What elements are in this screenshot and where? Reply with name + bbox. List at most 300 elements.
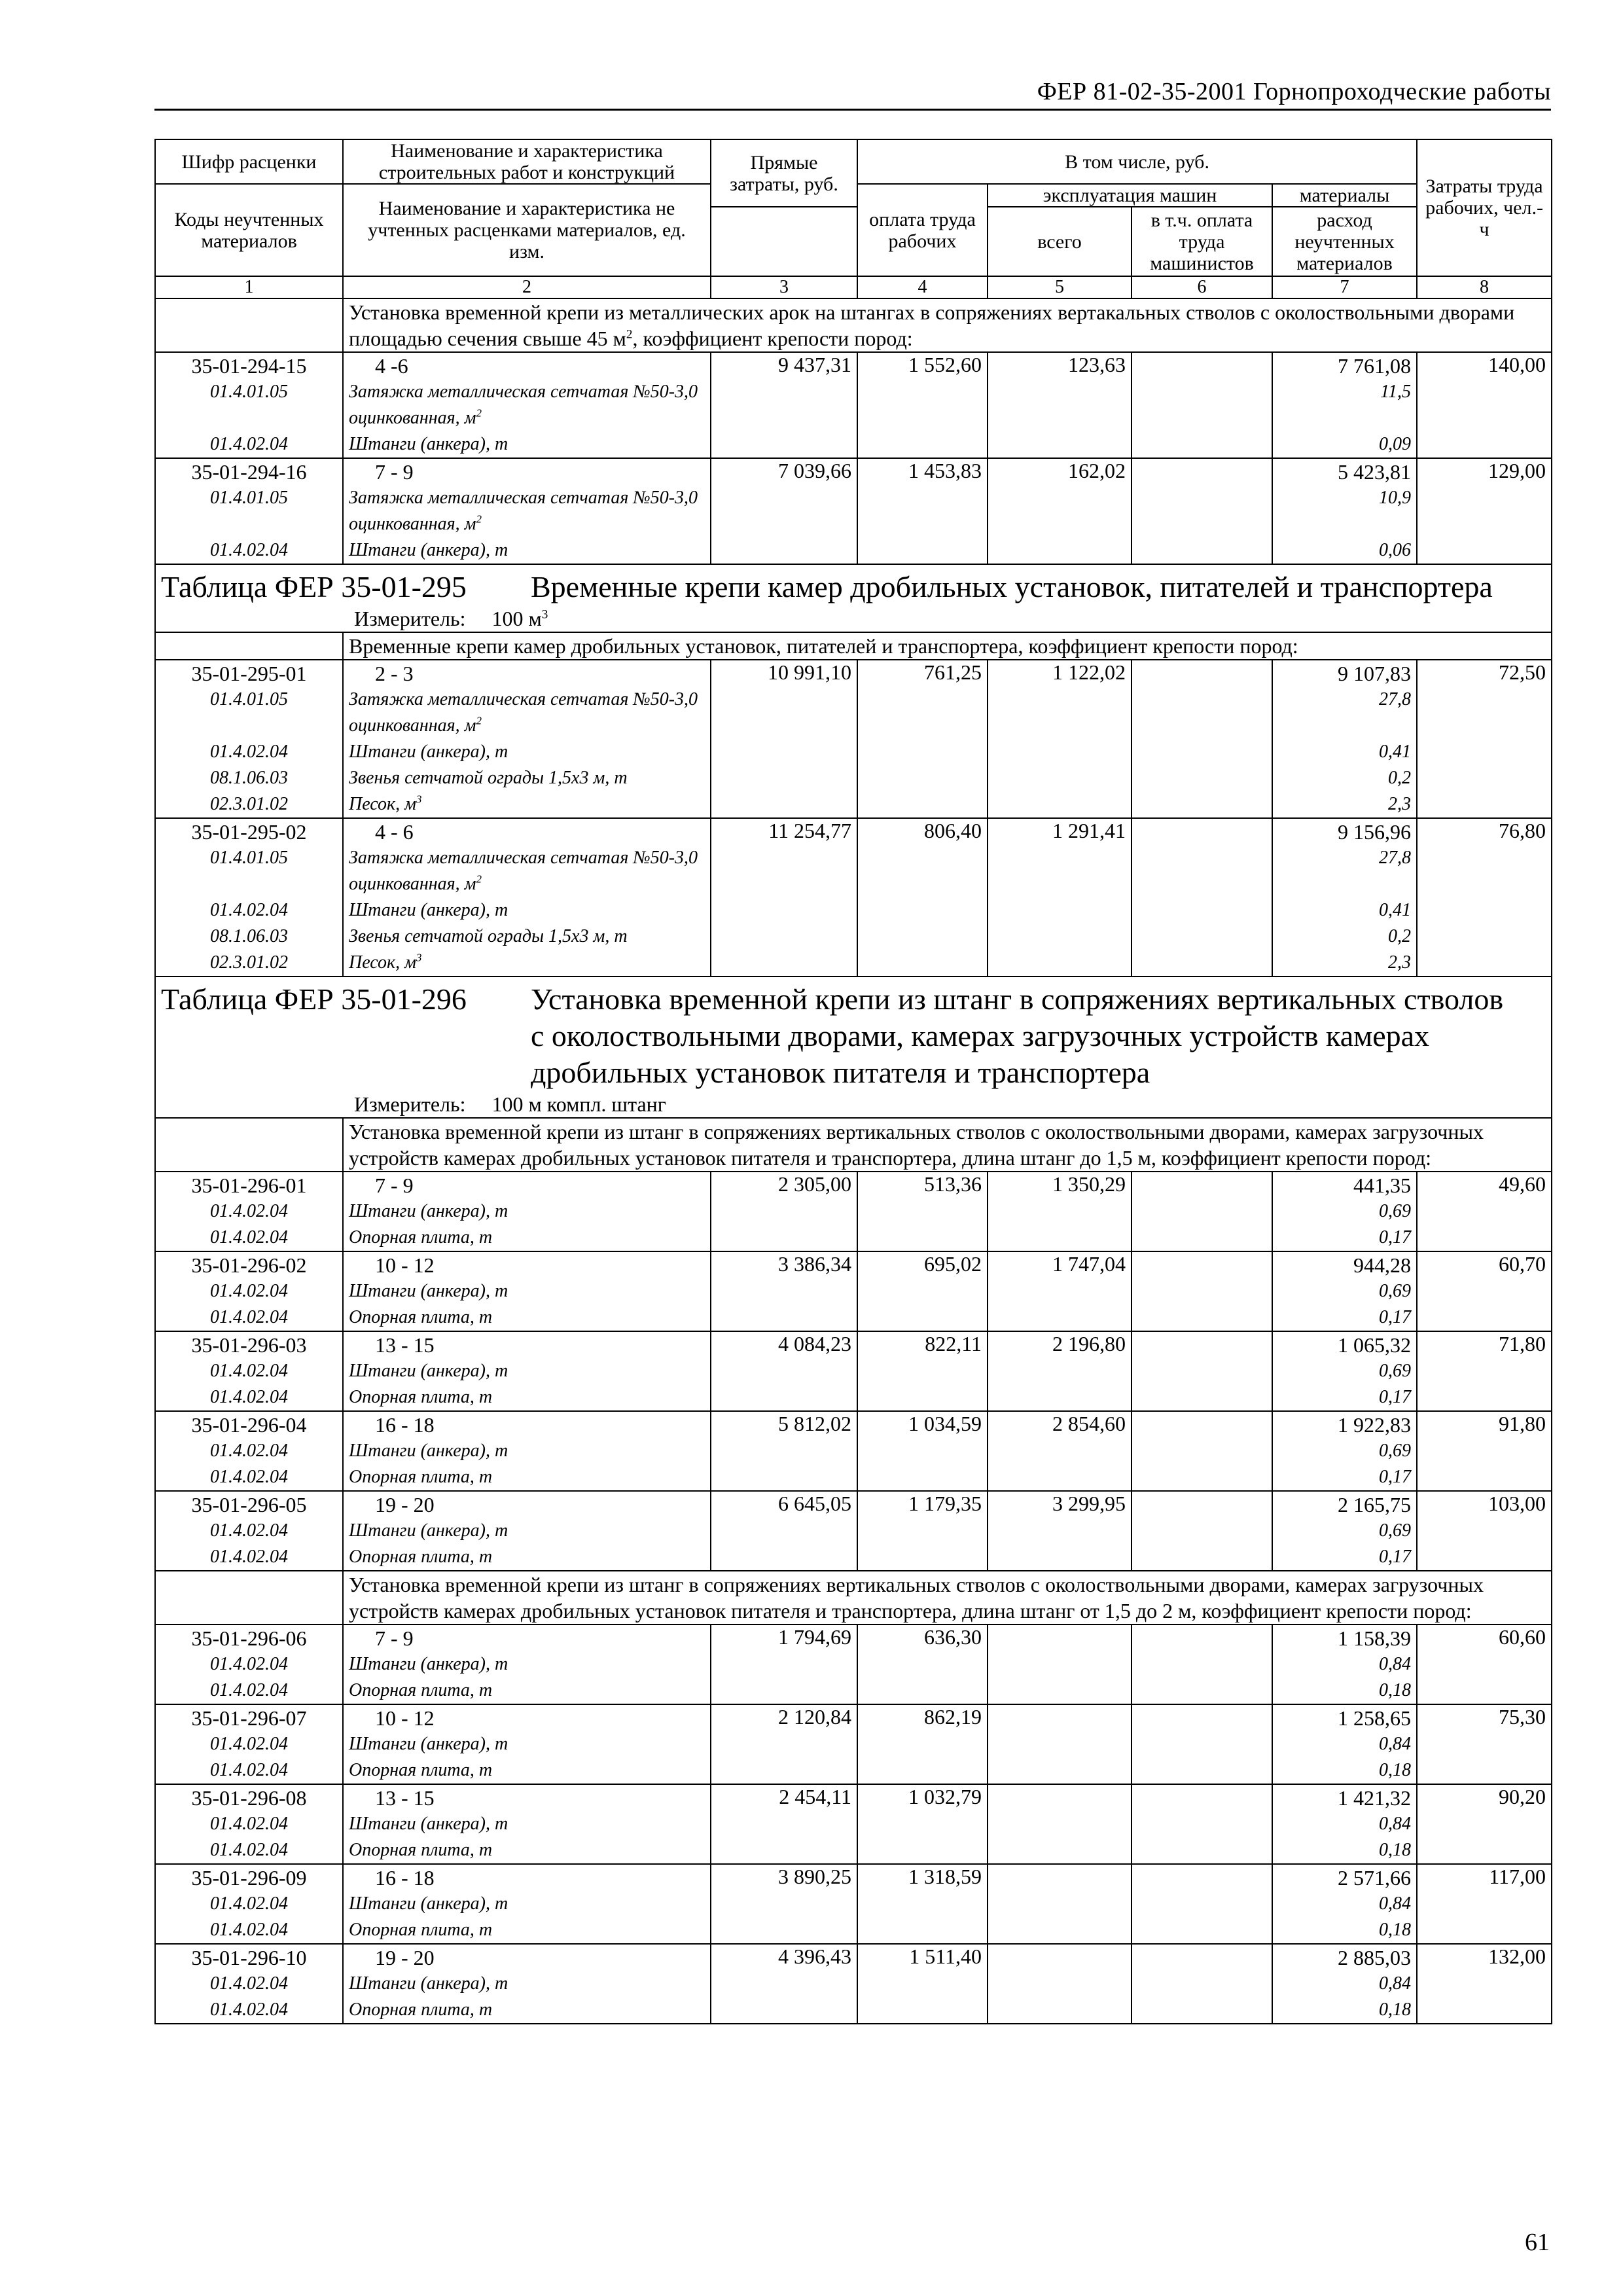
table-row [155, 1944, 1552, 2024]
material-name: Штанги (анкера), т [349, 434, 508, 454]
machines-total: 123,63 [988, 352, 1132, 458]
col-machines-labor-header: в т.ч. оплата труда машинистов [1132, 207, 1272, 276]
rate-code: 35-01-296-03 [191, 1333, 307, 1357]
materials-cell [1272, 1944, 1417, 2024]
rate-materials: 1 065,32 [1338, 1333, 1412, 1357]
table-row [155, 458, 1552, 564]
machines-total: 1 122,02 [988, 660, 1132, 818]
table-296-title: Установка временной крепи из штанг в сопряжениях вертикальных стволов с околоствольными дворами, камерах загрузочных устройств камерах дробильных установок питателя и транспортера [531, 982, 1504, 1089]
materials-cell [1272, 1411, 1417, 1491]
material-qty: 0,41 [1379, 900, 1412, 920]
labor-pay: 1 453,83 [857, 458, 988, 564]
material-code: 01.4.02.04 [210, 1281, 288, 1301]
rate-materials: 2 885,03 [1338, 1946, 1412, 1969]
material-qty: 0,18 [1379, 1920, 1412, 1940]
rate-materials: 9 156,96 [1338, 820, 1412, 844]
labor-hours: 60,60 [1417, 1624, 1552, 1704]
machines-labor [1132, 1944, 1272, 2024]
material-code: 01.4.01.05 [210, 848, 288, 868]
material-qty: 0,41 [1379, 742, 1412, 762]
code-cell [155, 458, 343, 564]
machines-labor [1132, 1172, 1272, 1251]
machines-labor [1132, 1491, 1272, 1571]
direct-cost: 2 454,11 [711, 1784, 857, 1864]
rate-code: 35-01-296-10 [191, 1946, 307, 1969]
material-qty: 0,69 [1379, 1441, 1412, 1461]
machines-total [988, 1864, 1132, 1944]
name-cell [343, 1784, 711, 1864]
material-code: 01.4.02.04 [210, 1520, 288, 1541]
material-qty: 11,5 [1380, 382, 1412, 402]
name-cell [343, 1624, 711, 1704]
col-machines-header: эксплуатация машин [988, 184, 1272, 207]
material-code: 01.4.02.04 [210, 1227, 288, 1247]
rate-name: 19 - 20 [375, 1493, 435, 1516]
labor-pay: 862,19 [857, 1704, 988, 1784]
material-qty: 2,3 [1388, 794, 1412, 814]
labor-pay: 761,25 [857, 660, 988, 818]
labor-pay: 1 318,59 [857, 1864, 988, 1944]
machines-total: 1 291,41 [988, 818, 1132, 977]
material-qty: 10,9 [1379, 488, 1412, 508]
material-name: Опорная плита, т [349, 1840, 493, 1860]
rate-code: 35-01-296-02 [191, 1253, 307, 1277]
material-code: 01.4.02.04 [210, 540, 288, 560]
machines-labor [1132, 1704, 1272, 1784]
material-code: 01.4.01.05 [210, 488, 288, 508]
table-295-title: Временные крепи камер дробильных установок, питателей и транспортера [531, 570, 1493, 603]
machines-total [988, 1784, 1132, 1864]
material-name: Опорная плита, т [349, 1760, 493, 1780]
material-name: Опорная плита, т [349, 1227, 493, 1247]
labor-pay: 1 034,59 [857, 1411, 988, 1491]
material-qty: 0,69 [1379, 1361, 1412, 1381]
code-cell [155, 1704, 343, 1784]
material-qty: 0,18 [1379, 1680, 1412, 1700]
group-empty [155, 298, 343, 352]
material-qty: 2,3 [1388, 952, 1412, 973]
code-cell [155, 1251, 343, 1331]
rate-name: 7 - 9 [375, 1626, 414, 1650]
rate-name: 16 - 18 [375, 1866, 435, 1890]
column-number-2: 2 [343, 276, 711, 298]
direct-cost: 7 039,66 [711, 458, 857, 564]
material-code: 01.4.02.04 [210, 434, 288, 454]
labor-hours: 72,50 [1417, 660, 1552, 818]
material-name: Звенья сетчатой ограды 1,5х3 м, т [349, 768, 628, 788]
material-code: 01.4.02.04 [210, 2000, 288, 2020]
labor-hours: 76,80 [1417, 818, 1552, 977]
material-code: 01.4.02.04 [210, 1840, 288, 1860]
direct-cost: 9 437,31 [711, 352, 857, 458]
rate-code: 35-01-296-09 [191, 1866, 307, 1890]
table-row [155, 1784, 1552, 1864]
table-row [155, 1624, 1552, 1704]
material-code: 01.4.02.04 [210, 1201, 288, 1221]
code-cell [155, 1864, 343, 1944]
machines-total [988, 1704, 1132, 1784]
table-296-label: Таблица ФЕР 35-01-296 [161, 982, 467, 1016]
direct-cost: 2 305,00 [711, 1172, 857, 1251]
column-number-5: 5 [988, 276, 1132, 298]
name-cell [343, 1704, 711, 1784]
material-code: 01.4.02.04 [210, 1441, 288, 1461]
rate-materials: 1 158,39 [1338, 1626, 1412, 1650]
column-number-7: 7 [1272, 276, 1417, 298]
material-name: Штанги (анкера), т [349, 1893, 508, 1914]
materials-cell [1272, 1491, 1417, 1571]
material-qty: 27,8 [1379, 848, 1412, 868]
rate-name: 10 - 12 [375, 1706, 435, 1730]
material-code: 01.4.02.04 [210, 1307, 288, 1327]
table-row [155, 352, 1552, 458]
rate-name: 10 - 12 [375, 1253, 435, 1277]
machines-total: 1 747,04 [988, 1251, 1132, 1331]
material-name: Штанги (анкера), т [349, 742, 508, 762]
material-name: Опорная плита, т [349, 1680, 493, 1700]
material-name: Затяжка металлическая сетчатая №50-3,0 оцинкованная, $м^2$ [349, 848, 698, 894]
rate-code: 35-01-294-16 [191, 460, 307, 484]
material-code: 08.1.06.03 [210, 768, 288, 788]
rate-materials: 2 165,75 [1338, 1493, 1412, 1516]
labor-pay: 513,36 [857, 1172, 988, 1251]
name-cell [343, 458, 711, 564]
column-numbers-row [155, 276, 1552, 298]
name-cell [343, 1491, 711, 1571]
labor-hours: 71,80 [1417, 1331, 1552, 1411]
material-name: Штанги (анкера), т [349, 900, 508, 920]
material-code: 01.4.02.04 [210, 1654, 288, 1674]
machines-total: 162,02 [988, 458, 1132, 564]
col-direct-header: Прямые затраты, руб. [711, 139, 857, 207]
material-qty: 0,17 [1379, 1467, 1412, 1487]
direct-cost: 11 254,77 [711, 818, 857, 977]
rate-code: 35-01-295-01 [191, 662, 307, 685]
material-code: 01.4.02.04 [210, 742, 288, 762]
material-name: Опорная плита, т [349, 1307, 493, 1327]
material-qty: 0,17 [1379, 1547, 1412, 1567]
table-296-measure-value: 100 м компл. штанг [491, 1092, 666, 1116]
machines-labor [1132, 1331, 1272, 1411]
labor-hours: 129,00 [1417, 458, 1552, 564]
materials-cell [1272, 818, 1417, 977]
material-qty: 0,84 [1379, 1973, 1412, 1994]
name-cell [343, 1944, 711, 2024]
rate-materials: 7 761,08 [1338, 354, 1412, 378]
machines-labor [1132, 1411, 1272, 1491]
labor-hours: 75,30 [1417, 1704, 1552, 1784]
rate-code: 35-01-296-07 [191, 1706, 307, 1730]
material-name: Затяжка металлическая сетчатая №50-3,0 оцинкованная, $м^2$ [349, 689, 698, 736]
machines-labor [1132, 458, 1272, 564]
table-296-group-1: Установка временной крепи из штанг в сопряжениях вертикальных стволов с околоствольными дворами, камерах загрузочных устройств камерах дробильных установок питателя и транспортера, длина штанг до 1,5 м, коэффициент крепости пород: [343, 1118, 1552, 1172]
machines-total: 1 350,29 [988, 1172, 1132, 1251]
rate-code: 35-01-296-06 [191, 1626, 307, 1650]
table-row [155, 1331, 1552, 1411]
rate-name: 13 - 15 [375, 1333, 435, 1357]
direct-cost: 3 386,34 [711, 1251, 857, 1331]
table-295-measure [161, 605, 1546, 632]
code-cell [155, 1784, 343, 1864]
material-qty: 0,09 [1379, 434, 1412, 454]
col-hours-header: Затраты труда рабочих, чел.-ч [1417, 139, 1552, 276]
name-cell [343, 818, 711, 977]
machines-labor [1132, 818, 1272, 977]
material-name: Затяжка металлическая сетчатая №50-3,0 оцинкованная, $м^2$ [349, 488, 698, 534]
name-cell [343, 1172, 711, 1251]
rate-name: 19 - 20 [375, 1946, 435, 1969]
name-cell [343, 1411, 711, 1491]
labor-pay: 636,30 [857, 1624, 988, 1704]
material-name: Штанги (анкера), т [349, 540, 508, 560]
material-qty: 0,69 [1379, 1201, 1412, 1221]
col-incl-header: В том числе, руб. [857, 139, 1417, 184]
material-name: Штанги (анкера), т [349, 1734, 508, 1754]
material-code: 01.4.02.04 [210, 1680, 288, 1700]
column-number-3: 3 [711, 276, 857, 298]
material-qty: 0,17 [1379, 1387, 1412, 1407]
code-cell [155, 1331, 343, 1411]
materials-cell [1272, 458, 1417, 564]
labor-hours: 103,00 [1417, 1491, 1552, 1571]
name-cell [343, 1864, 711, 1944]
rate-code: 35-01-296-05 [191, 1493, 307, 1516]
material-code: 01.4.02.04 [210, 1760, 288, 1780]
material-code: 01.4.02.04 [210, 1734, 288, 1754]
labor-hours: 132,00 [1417, 1944, 1552, 2024]
material-qty: 0,17 [1379, 1307, 1412, 1327]
direct-cost: 5 812,02 [711, 1411, 857, 1491]
machines-total [988, 1624, 1132, 1704]
material-code: 02.3.01.02 [210, 794, 288, 814]
labor-hours: 91,80 [1417, 1411, 1552, 1491]
material-qty: 0,84 [1379, 1814, 1412, 1834]
rate-materials: 1 421,32 [1338, 1786, 1412, 1810]
table-row [155, 660, 1552, 818]
col-materials-unacc-header: расход неучтенных материалов [1272, 207, 1417, 276]
table-295-title-cell [155, 564, 1552, 632]
material-code: 01.4.02.04 [210, 1814, 288, 1834]
code-cell [155, 1411, 343, 1491]
page-header-title: ФЕР 81-02-35-2001 Горнопроходческие работы [1037, 78, 1551, 105]
labor-hours: 90,20 [1417, 1784, 1552, 1864]
material-qty: 0,06 [1379, 540, 1412, 560]
table-row [155, 1864, 1552, 1944]
material-qty: 0,18 [1379, 1760, 1412, 1780]
material-code: 02.3.01.02 [210, 952, 288, 973]
material-code: 01.4.02.04 [210, 1920, 288, 1940]
material-name: Штанги (анкера), т [349, 1361, 508, 1381]
material-code: 01.4.02.04 [210, 1467, 288, 1487]
column-number-1: 1 [155, 276, 343, 298]
material-code: 01.4.02.04 [210, 1973, 288, 1994]
materials-cell [1272, 1251, 1417, 1331]
material-name: Песок, $м^3$ [349, 951, 422, 973]
material-name: Штанги (анкера), т [349, 1520, 508, 1541]
price-table [154, 139, 1552, 2024]
code-cell [155, 818, 343, 977]
material-code: 08.1.06.03 [210, 926, 288, 946]
code-cell [155, 1172, 343, 1251]
table-row [155, 1704, 1552, 1784]
direct-cost: 2 120,84 [711, 1704, 857, 1784]
material-code: 01.4.01.05 [210, 689, 288, 709]
rate-materials: 944,28 [1353, 1253, 1412, 1277]
material-name: Звенья сетчатой ограды 1,5х3 м, т [349, 926, 628, 946]
rate-code: 35-01-294-15 [191, 354, 307, 378]
machines-labor [1132, 1784, 1272, 1864]
rate-code: 35-01-295-02 [191, 820, 307, 844]
code-cell [155, 660, 343, 818]
col-code-header: Шифр расценки [155, 139, 343, 184]
material-name: Опорная плита, т [349, 1547, 493, 1567]
machines-labor [1132, 1864, 1272, 1944]
name-cell [343, 1331, 711, 1411]
rate-name: 7 - 9 [375, 1174, 414, 1197]
material-name: Штанги (анкера), т [349, 1281, 508, 1301]
table-296-measure [161, 1091, 1546, 1117]
name-cell [343, 352, 711, 458]
material-name: Штанги (анкера), т [349, 1441, 508, 1461]
column-number-8: 8 [1417, 276, 1552, 298]
materials-cell [1272, 1331, 1417, 1411]
code-cell [155, 1491, 343, 1571]
material-name: Опорная плита, т [349, 2000, 493, 2020]
materials-cell [1272, 1864, 1417, 1944]
page-number: 61 [1525, 2229, 1550, 2256]
material-code: 01.4.02.04 [210, 1893, 288, 1914]
material-code: 01.4.02.04 [210, 900, 288, 920]
labor-pay: 1 511,40 [857, 1944, 988, 2024]
machines-total: 2 854,60 [988, 1411, 1132, 1491]
labor-pay: 1 179,35 [857, 1491, 988, 1571]
col-name-header: Наименование и характеристика строительных работ и конструкций [343, 139, 711, 184]
labor-hours: 140,00 [1417, 352, 1552, 458]
rate-materials: 1 258,65 [1338, 1706, 1412, 1730]
machines-labor [1132, 352, 1272, 458]
table-row [155, 1172, 1552, 1251]
table-295-group: Временные крепи камер дробильных установок, питателей и транспортера, коэффициент крепости пород: [343, 632, 1552, 660]
col-machines-total-header: всего [988, 207, 1132, 276]
column-number-6: 6 [1132, 276, 1272, 298]
material-name: Опорная плита, т [349, 1920, 493, 1940]
material-name: Опорная плита, т [349, 1387, 493, 1407]
material-name: Затяжка металлическая сетчатая №50-3,0 оцинкованная, $м^2$ [349, 382, 698, 428]
direct-cost: 10 991,10 [711, 660, 857, 818]
rate-code: 35-01-296-04 [191, 1413, 307, 1437]
rate-name: 13 - 15 [375, 1786, 435, 1810]
direct-cost: 6 645,05 [711, 1491, 857, 1571]
col-code2-header: Коды неучтенных материалов [155, 184, 343, 276]
rate-name: 4 -6 [375, 354, 408, 378]
material-code: 01.4.02.04 [210, 1547, 288, 1567]
group-empty [155, 1571, 343, 1624]
name-cell [343, 660, 711, 818]
rate-name: 7 - 9 [375, 460, 414, 484]
material-name: Штанги (анкера), т [349, 1201, 508, 1221]
code-cell [155, 352, 343, 458]
labor-hours: 60,70 [1417, 1251, 1552, 1331]
material-code: 01.4.01.05 [210, 382, 288, 402]
col-labor-header: оплата труда рабочих [857, 184, 988, 276]
machines-total: 2 196,80 [988, 1331, 1132, 1411]
header-rule [154, 109, 1551, 111]
table-row [155, 1491, 1552, 1571]
col-name2-header: Наименование и характеристика не учтенных расценками материалов, ед. изм. [343, 184, 711, 276]
col-materials-header: материалы [1272, 184, 1417, 207]
materials-cell [1272, 1624, 1417, 1704]
material-qty: 0,18 [1379, 2000, 1412, 2020]
labor-pay: 822,11 [857, 1331, 988, 1411]
rate-name: 2 - 3 [375, 662, 414, 685]
direct-cost: 4 396,43 [711, 1944, 857, 2024]
rate-materials: 2 571,66 [1338, 1866, 1412, 1890]
machines-labor [1132, 1624, 1272, 1704]
table-295-measure-label: Измеритель: [354, 607, 466, 630]
labor-hours: 49,60 [1417, 1172, 1552, 1251]
rate-code: 35-01-296-01 [191, 1174, 307, 1197]
rate-name: 16 - 18 [375, 1413, 435, 1437]
column-number-4: 4 [857, 276, 988, 298]
table-row [155, 1411, 1552, 1491]
machines-labor [1132, 1251, 1272, 1331]
material-name: Штанги (анкера), т [349, 1814, 508, 1834]
materials-cell [1272, 1784, 1417, 1864]
labor-pay: 695,02 [857, 1251, 988, 1331]
material-qty: 0,84 [1379, 1654, 1412, 1674]
materials-cell [1272, 352, 1417, 458]
material-qty: 0,17 [1379, 1227, 1412, 1247]
table-295-label: Таблица ФЕР 35-01-295 [161, 570, 467, 603]
name-cell [343, 1251, 711, 1331]
material-name: Песок, $м^3$ [349, 793, 422, 814]
table-row [155, 1251, 1552, 1331]
direct-cost: 1 794,69 [711, 1624, 857, 1704]
material-qty: 0,2 [1388, 926, 1412, 946]
material-qty: 0,69 [1379, 1520, 1412, 1541]
section-294-group: Установка временной крепи из металлических арок на штангах в сопряжениях вертакальных стволов с околоствольными дворами площадью сечения свыше 45 $м^2$, коэффициент крепости пород: [343, 298, 1552, 352]
rate-materials: 9 107,83 [1338, 662, 1412, 685]
group-empty [155, 1118, 343, 1172]
labor-hours: 117,00 [1417, 1864, 1552, 1944]
labor-pay: 1 552,60 [857, 352, 988, 458]
rate-name: 4 - 6 [375, 820, 414, 844]
materials-cell [1272, 660, 1417, 818]
machines-total [988, 1944, 1132, 2024]
rate-materials: 441,35 [1353, 1174, 1412, 1197]
direct-cost: 3 890,25 [711, 1864, 857, 1944]
material-qty: 0,69 [1379, 1281, 1412, 1301]
rate-code: 35-01-296-08 [191, 1786, 307, 1810]
material-name: Штанги (анкера), т [349, 1973, 508, 1994]
labor-pay: 1 032,79 [857, 1784, 988, 1864]
code-cell [155, 1944, 343, 2024]
material-qty: 0,84 [1379, 1734, 1412, 1754]
direct-cost: 4 084,23 [711, 1331, 857, 1411]
materials-cell [1272, 1172, 1417, 1251]
rate-materials: 5 423,81 [1338, 460, 1412, 484]
code-cell [155, 1624, 343, 1704]
material-code: 01.4.02.04 [210, 1387, 288, 1407]
material-code: 01.4.02.04 [210, 1361, 288, 1381]
group-empty [155, 632, 343, 660]
material-qty: 0,18 [1379, 1840, 1412, 1860]
rate-materials: 1 922,83 [1338, 1413, 1412, 1437]
table-296-group-2: Установка временной крепи из штанг в сопряжениях вертикальных стволов с околоствольными дворами, камерах загрузочных устройств камерах дробильных установок питателя и транспортера, длина штанг от 1,5 до 2 м, коэффициент крепости пород: [343, 1571, 1552, 1624]
table-row [155, 818, 1552, 977]
material-name: Опорная плита, т [349, 1467, 493, 1487]
table-296-measure-label: Измеритель: [354, 1092, 466, 1116]
